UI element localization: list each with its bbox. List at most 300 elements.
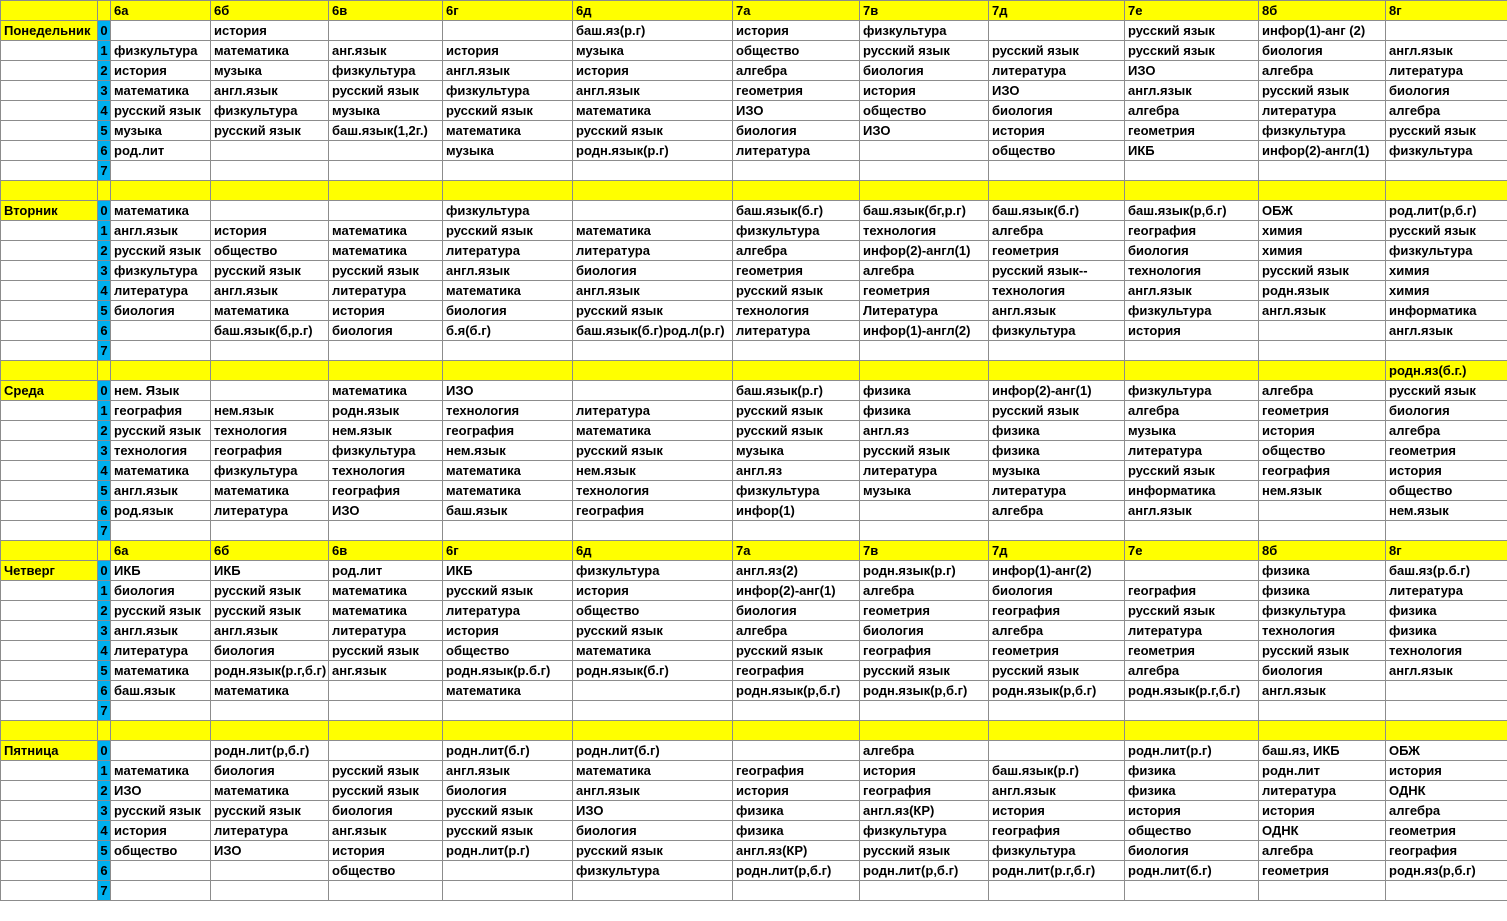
lesson-number[interactable]: 1 bbox=[98, 761, 111, 781]
lesson-cell[interactable] bbox=[443, 521, 573, 541]
lesson-number[interactable]: 0 bbox=[98, 561, 111, 581]
lesson-cell[interactable]: англ.язык bbox=[211, 281, 329, 301]
lesson-cell[interactable]: математика bbox=[573, 221, 733, 241]
lesson-cell[interactable] bbox=[989, 341, 1125, 361]
lesson-cell[interactable] bbox=[1259, 161, 1386, 181]
day-cell[interactable] bbox=[1, 41, 98, 61]
day-cell[interactable] bbox=[1, 321, 98, 341]
lesson-cell[interactable]: родн.лит(б.г) bbox=[443, 741, 573, 761]
lesson-cell[interactable]: геометрия bbox=[1386, 441, 1507, 461]
lesson-cell[interactable]: физкультура bbox=[860, 21, 989, 41]
lesson-cell[interactable]: род.язык bbox=[111, 501, 211, 521]
lesson-cell[interactable]: география bbox=[573, 501, 733, 521]
lesson-cell[interactable]: физика bbox=[1125, 761, 1259, 781]
lesson-cell[interactable]: нем.язык bbox=[329, 421, 443, 441]
lesson-cell[interactable]: баш.язык(1,2г.) bbox=[329, 121, 443, 141]
lesson-cell[interactable]: физика bbox=[733, 801, 860, 821]
lesson-cell[interactable] bbox=[111, 741, 211, 761]
lesson-cell[interactable]: биология bbox=[860, 621, 989, 641]
lesson-cell[interactable]: ИЗО bbox=[211, 841, 329, 861]
day-cell[interactable] bbox=[1, 841, 98, 861]
lesson-cell[interactable]: геометрия bbox=[1386, 821, 1507, 841]
day-cell[interactable] bbox=[1, 881, 98, 901]
lesson-cell[interactable]: инфор(2)-англ(1) bbox=[860, 241, 989, 261]
lesson-cell[interactable] bbox=[1125, 561, 1259, 581]
lesson-cell[interactable]: русский язык bbox=[733, 401, 860, 421]
lesson-cell[interactable]: география bbox=[443, 421, 573, 441]
lesson-cell[interactable]: литература bbox=[329, 281, 443, 301]
lesson-number[interactable]: 1 bbox=[98, 401, 111, 421]
day-cell[interactable] bbox=[1, 821, 98, 841]
lesson-number[interactable]: 2 bbox=[98, 61, 111, 81]
separator-cell[interactable] bbox=[1125, 181, 1259, 201]
class-header[interactable]: 6в bbox=[329, 1, 443, 21]
lesson-cell[interactable]: анг.язык bbox=[329, 41, 443, 61]
lesson-cell[interactable]: алгебра bbox=[989, 501, 1125, 521]
lesson-cell[interactable]: родн.язык(р.б.г) bbox=[443, 661, 573, 681]
lesson-cell[interactable]: геометрия bbox=[860, 601, 989, 621]
lesson-cell[interactable]: русский язык bbox=[329, 761, 443, 781]
lesson-cell[interactable]: ИЗО bbox=[1125, 61, 1259, 81]
day-cell[interactable] bbox=[1, 141, 98, 161]
class-header[interactable]: 8г bbox=[1386, 541, 1507, 561]
lesson-cell[interactable] bbox=[111, 161, 211, 181]
lesson-cell[interactable]: родн.язык bbox=[1259, 281, 1386, 301]
lesson-cell[interactable]: физкультура bbox=[1386, 141, 1507, 161]
lesson-cell[interactable]: физика bbox=[1386, 601, 1507, 621]
lesson-cell[interactable]: англ.язык bbox=[989, 781, 1125, 801]
separator-cell[interactable] bbox=[211, 721, 329, 741]
lesson-cell[interactable]: геометрия bbox=[989, 241, 1125, 261]
lesson-cell[interactable]: математика bbox=[443, 121, 573, 141]
lesson-cell[interactable]: алгебра bbox=[733, 61, 860, 81]
lesson-cell[interactable]: б.я(б.г) bbox=[443, 321, 573, 341]
lesson-cell[interactable]: родн.лит bbox=[1259, 761, 1386, 781]
lesson-cell[interactable]: физика bbox=[860, 381, 989, 401]
lesson-cell[interactable]: родн.язык(р,б.г) bbox=[989, 681, 1125, 701]
separator-cell[interactable] bbox=[1386, 181, 1507, 201]
lesson-cell[interactable] bbox=[860, 141, 989, 161]
lesson-cell[interactable]: общество bbox=[989, 141, 1125, 161]
lesson-cell[interactable]: англ.язык bbox=[211, 81, 329, 101]
lesson-cell[interactable]: ИЗО bbox=[989, 81, 1125, 101]
lesson-number[interactable]: 1 bbox=[98, 581, 111, 601]
lesson-cell[interactable]: биология bbox=[1386, 81, 1507, 101]
lesson-cell[interactable] bbox=[329, 741, 443, 761]
lesson-cell[interactable]: ИКБ bbox=[211, 561, 329, 581]
lesson-cell[interactable] bbox=[111, 861, 211, 881]
separator-cell[interactable] bbox=[1125, 361, 1259, 381]
lesson-cell[interactable]: русский язык bbox=[1386, 221, 1507, 241]
lesson-cell[interactable]: география bbox=[1125, 221, 1259, 241]
separator-cell[interactable] bbox=[1, 361, 98, 381]
lesson-cell[interactable]: география bbox=[733, 661, 860, 681]
lesson-number[interactable]: 5 bbox=[98, 301, 111, 321]
lesson-cell[interactable]: история bbox=[111, 821, 211, 841]
class-header[interactable]: 7д bbox=[989, 1, 1125, 21]
separator-cell[interactable] bbox=[1259, 361, 1386, 381]
lesson-cell[interactable]: русский язык-- bbox=[989, 261, 1125, 281]
lesson-cell[interactable] bbox=[860, 881, 989, 901]
lesson-cell[interactable]: технология bbox=[1259, 621, 1386, 641]
lesson-number[interactable]: 7 bbox=[98, 161, 111, 181]
lesson-cell[interactable]: анг.язык bbox=[329, 821, 443, 841]
lesson-cell[interactable]: геометрия bbox=[1125, 121, 1259, 141]
lesson-number[interactable]: 5 bbox=[98, 841, 111, 861]
lesson-cell[interactable]: родн.язык(р,б.г) bbox=[733, 681, 860, 701]
lesson-cell[interactable]: русский язык bbox=[860, 441, 989, 461]
lesson-cell[interactable] bbox=[111, 521, 211, 541]
day-cell[interactable] bbox=[1, 61, 98, 81]
day-cell[interactable] bbox=[1, 261, 98, 281]
lesson-cell[interactable] bbox=[1125, 881, 1259, 901]
lesson-cell[interactable] bbox=[211, 201, 329, 221]
lesson-cell[interactable]: инфор(2)-анг(1) bbox=[733, 581, 860, 601]
lesson-cell[interactable]: биология bbox=[989, 101, 1125, 121]
day-cell[interactable] bbox=[1, 641, 98, 661]
day-cell[interactable] bbox=[1, 81, 98, 101]
lesson-cell[interactable] bbox=[1125, 341, 1259, 361]
lesson-cell[interactable] bbox=[1386, 681, 1507, 701]
lesson-cell[interactable] bbox=[111, 701, 211, 721]
lesson-cell[interactable] bbox=[1259, 521, 1386, 541]
lesson-cell[interactable]: геометрия bbox=[733, 261, 860, 281]
lesson-cell[interactable]: география bbox=[733, 761, 860, 781]
lesson-cell[interactable] bbox=[573, 341, 733, 361]
lesson-cell[interactable]: биология bbox=[1386, 401, 1507, 421]
lesson-cell[interactable] bbox=[1125, 161, 1259, 181]
class-header[interactable]: 6в bbox=[329, 541, 443, 561]
lesson-cell[interactable]: англ.яз(2) bbox=[733, 561, 860, 581]
lesson-cell[interactable]: история bbox=[989, 801, 1125, 821]
lesson-cell[interactable]: физика bbox=[1259, 581, 1386, 601]
lesson-cell[interactable]: баш.язык bbox=[111, 681, 211, 701]
lesson-cell[interactable] bbox=[573, 701, 733, 721]
lesson-cell[interactable] bbox=[573, 381, 733, 401]
lesson-cell[interactable]: русский язык bbox=[733, 281, 860, 301]
lesson-cell[interactable]: русский язык bbox=[1386, 121, 1507, 141]
lesson-cell[interactable]: алгебра bbox=[860, 581, 989, 601]
lesson-cell[interactable]: математика bbox=[111, 201, 211, 221]
lesson-number[interactable]: 4 bbox=[98, 641, 111, 661]
separator-cell[interactable] bbox=[1125, 721, 1259, 741]
lesson-number[interactable]: 2 bbox=[98, 421, 111, 441]
lesson-cell[interactable]: ОДНК bbox=[1386, 781, 1507, 801]
lesson-cell[interactable]: химия bbox=[1386, 281, 1507, 301]
lesson-cell[interactable]: родн.язык bbox=[329, 401, 443, 421]
lesson-cell[interactable] bbox=[989, 521, 1125, 541]
lesson-cell[interactable]: математика bbox=[111, 661, 211, 681]
lesson-cell[interactable] bbox=[1386, 701, 1507, 721]
lesson-cell[interactable]: литература bbox=[211, 821, 329, 841]
lesson-cell[interactable]: география bbox=[1125, 581, 1259, 601]
lesson-cell[interactable]: общество bbox=[860, 101, 989, 121]
day-cell[interactable] bbox=[1, 161, 98, 181]
lesson-cell[interactable]: история bbox=[860, 81, 989, 101]
lesson-cell[interactable]: баш.яз, ИКБ bbox=[1259, 741, 1386, 761]
lesson-cell[interactable] bbox=[1386, 521, 1507, 541]
lesson-cell[interactable]: литература bbox=[443, 241, 573, 261]
lesson-cell[interactable]: география bbox=[1259, 461, 1386, 481]
lesson-cell[interactable]: биология bbox=[1259, 661, 1386, 681]
lesson-cell[interactable]: литература bbox=[1386, 61, 1507, 81]
lesson-cell[interactable]: родн.яз(р,б.г) bbox=[1386, 861, 1507, 881]
lesson-cell[interactable]: история bbox=[211, 221, 329, 241]
lesson-cell[interactable]: история bbox=[1259, 801, 1386, 821]
lesson-cell[interactable]: ОБЖ bbox=[1386, 741, 1507, 761]
lesson-number[interactable]: 4 bbox=[98, 101, 111, 121]
lesson-cell[interactable]: англ.язык bbox=[1125, 281, 1259, 301]
lesson-cell[interactable] bbox=[860, 521, 989, 541]
lesson-cell[interactable]: русский язык bbox=[989, 401, 1125, 421]
lesson-cell[interactable]: биология bbox=[1125, 241, 1259, 261]
lesson-cell[interactable]: англ.язык bbox=[443, 761, 573, 781]
class-header[interactable]: 8г bbox=[1386, 1, 1507, 21]
lesson-cell[interactable]: русский язык bbox=[111, 601, 211, 621]
lesson-cell[interactable]: литература bbox=[573, 241, 733, 261]
lesson-cell[interactable]: технология bbox=[860, 221, 989, 241]
separator-cell[interactable] bbox=[443, 361, 573, 381]
lesson-cell[interactable]: англ.яз bbox=[860, 421, 989, 441]
day-cell[interactable] bbox=[1, 281, 98, 301]
lesson-cell[interactable]: география bbox=[989, 821, 1125, 841]
lesson-cell[interactable]: русский язык bbox=[733, 421, 860, 441]
separator-cell[interactable] bbox=[98, 361, 111, 381]
lesson-cell[interactable]: физкультура bbox=[989, 321, 1125, 341]
lesson-cell[interactable] bbox=[443, 341, 573, 361]
lesson-cell[interactable]: англ.язык bbox=[1259, 681, 1386, 701]
lesson-cell[interactable]: литература bbox=[1259, 781, 1386, 801]
lesson-number[interactable]: 0 bbox=[98, 21, 111, 41]
lesson-cell[interactable]: англ.язык bbox=[573, 81, 733, 101]
lesson-cell[interactable] bbox=[211, 701, 329, 721]
lesson-cell[interactable]: математика bbox=[211, 41, 329, 61]
lesson-cell[interactable] bbox=[211, 341, 329, 361]
separator-cell[interactable] bbox=[1259, 721, 1386, 741]
lesson-cell[interactable]: русский язык bbox=[443, 101, 573, 121]
day-cell[interactable] bbox=[1, 401, 98, 421]
lesson-cell[interactable]: русский язык bbox=[989, 41, 1125, 61]
lesson-cell[interactable]: геометрия bbox=[733, 81, 860, 101]
lesson-cell[interactable]: физика bbox=[989, 421, 1125, 441]
lesson-cell[interactable]: физика bbox=[1259, 561, 1386, 581]
lesson-cell[interactable]: физкультура bbox=[211, 101, 329, 121]
lesson-cell[interactable]: информатика bbox=[1125, 481, 1259, 501]
lesson-cell[interactable] bbox=[211, 881, 329, 901]
day-cell[interactable] bbox=[1, 121, 98, 141]
separator-cell[interactable] bbox=[860, 721, 989, 741]
lesson-cell[interactable]: география bbox=[989, 601, 1125, 621]
lesson-cell[interactable]: геометрия bbox=[989, 641, 1125, 661]
lesson-cell[interactable]: физкультура bbox=[573, 561, 733, 581]
lesson-cell[interactable] bbox=[860, 341, 989, 361]
lesson-cell[interactable] bbox=[1125, 521, 1259, 541]
lesson-cell[interactable]: литература bbox=[1386, 581, 1507, 601]
lesson-cell[interactable] bbox=[1259, 501, 1386, 521]
class-header[interactable]: 6б bbox=[211, 541, 329, 561]
lesson-cell[interactable]: химия bbox=[1259, 221, 1386, 241]
lesson-cell[interactable]: баш.язык(р,б.г) bbox=[1125, 201, 1259, 221]
lesson-cell[interactable] bbox=[573, 681, 733, 701]
lesson-cell[interactable]: история bbox=[573, 61, 733, 81]
separator-cell[interactable]: родн.яз(б.г.) bbox=[1386, 361, 1507, 381]
lesson-cell[interactable]: музыка bbox=[1125, 421, 1259, 441]
lesson-cell[interactable]: баш.язык(р.г) bbox=[989, 761, 1125, 781]
lesson-cell[interactable]: биология bbox=[1125, 841, 1259, 861]
separator-cell[interactable] bbox=[329, 721, 443, 741]
lesson-cell[interactable]: родн.лит(р.г) bbox=[443, 841, 573, 861]
lesson-cell[interactable] bbox=[443, 881, 573, 901]
lesson-cell[interactable]: биология bbox=[329, 801, 443, 821]
lesson-cell[interactable]: русский язык bbox=[573, 621, 733, 641]
lesson-number[interactable]: 2 bbox=[98, 601, 111, 621]
lesson-cell[interactable]: информатика bbox=[1386, 301, 1507, 321]
lesson-cell[interactable]: технология bbox=[989, 281, 1125, 301]
lesson-cell[interactable]: биология bbox=[443, 781, 573, 801]
lesson-cell[interactable] bbox=[989, 881, 1125, 901]
lesson-cell[interactable]: химия bbox=[1386, 261, 1507, 281]
class-header[interactable]: 6д bbox=[573, 541, 733, 561]
lesson-cell[interactable]: математика bbox=[211, 781, 329, 801]
lesson-cell[interactable]: ИЗО bbox=[329, 501, 443, 521]
lesson-cell[interactable]: нем. Язык bbox=[111, 381, 211, 401]
day-cell[interactable] bbox=[1, 421, 98, 441]
lesson-cell[interactable]: математика bbox=[111, 81, 211, 101]
lesson-cell[interactable] bbox=[733, 341, 860, 361]
lesson-cell[interactable] bbox=[1125, 701, 1259, 721]
lesson-cell[interactable]: алгебра bbox=[1259, 841, 1386, 861]
lesson-cell[interactable]: история bbox=[1125, 321, 1259, 341]
lesson-cell[interactable]: биология bbox=[573, 261, 733, 281]
separator-cell[interactable] bbox=[860, 361, 989, 381]
lesson-cell[interactable]: биология bbox=[733, 601, 860, 621]
day-cell[interactable] bbox=[1, 461, 98, 481]
lesson-cell[interactable]: физкультура bbox=[329, 441, 443, 461]
lesson-cell[interactable]: русский язык bbox=[211, 581, 329, 601]
lesson-cell[interactable]: математика bbox=[329, 601, 443, 621]
separator-cell[interactable] bbox=[573, 181, 733, 201]
lesson-cell[interactable]: русский язык bbox=[211, 121, 329, 141]
lesson-cell[interactable] bbox=[211, 161, 329, 181]
lesson-cell[interactable] bbox=[860, 161, 989, 181]
lesson-cell[interactable]: ИЗО bbox=[733, 101, 860, 121]
lesson-cell[interactable]: русский язык bbox=[443, 581, 573, 601]
lesson-cell[interactable]: русский язык bbox=[733, 641, 860, 661]
lesson-cell[interactable]: родн.язык(р,б.г) bbox=[860, 681, 989, 701]
day-cell[interactable] bbox=[1, 801, 98, 821]
lesson-cell[interactable]: математика bbox=[211, 681, 329, 701]
lesson-number[interactable]: 2 bbox=[98, 781, 111, 801]
lesson-cell[interactable] bbox=[860, 701, 989, 721]
lesson-number[interactable]: 0 bbox=[98, 741, 111, 761]
lesson-cell[interactable]: родн.лит(р,б.г) bbox=[733, 861, 860, 881]
day-cell[interactable] bbox=[1, 241, 98, 261]
lesson-number[interactable]: 3 bbox=[98, 261, 111, 281]
lesson-cell[interactable]: история bbox=[573, 581, 733, 601]
lesson-cell[interactable] bbox=[573, 161, 733, 181]
lesson-cell[interactable]: технология bbox=[1125, 261, 1259, 281]
lesson-cell[interactable] bbox=[733, 521, 860, 541]
lesson-cell[interactable]: инфор(1)-анг(2) bbox=[989, 561, 1125, 581]
lesson-cell[interactable]: русский язык bbox=[329, 81, 443, 101]
lesson-cell[interactable]: технология bbox=[329, 461, 443, 481]
lesson-cell[interactable]: англ.яз(КР) bbox=[860, 801, 989, 821]
lesson-cell[interactable]: англ.язык bbox=[1125, 501, 1259, 521]
lesson-cell[interactable]: технология bbox=[443, 401, 573, 421]
lesson-number[interactable]: 3 bbox=[98, 81, 111, 101]
class-header[interactable]: 7а bbox=[733, 541, 860, 561]
lesson-cell[interactable]: русский язык bbox=[329, 641, 443, 661]
lesson-cell[interactable] bbox=[443, 21, 573, 41]
lesson-cell[interactable]: математика bbox=[573, 641, 733, 661]
lesson-cell[interactable] bbox=[111, 341, 211, 361]
lesson-cell[interactable]: математика bbox=[329, 221, 443, 241]
lesson-cell[interactable]: история bbox=[860, 761, 989, 781]
lesson-cell[interactable]: математика bbox=[329, 241, 443, 261]
lesson-cell[interactable] bbox=[111, 881, 211, 901]
lesson-cell[interactable]: биология bbox=[989, 581, 1125, 601]
lesson-cell[interactable]: англ.язык bbox=[1386, 41, 1507, 61]
lesson-cell[interactable]: ИЗО bbox=[443, 381, 573, 401]
lesson-cell[interactable]: русский язык bbox=[329, 781, 443, 801]
separator-cell[interactable] bbox=[443, 721, 573, 741]
separator-cell[interactable] bbox=[1386, 721, 1507, 741]
lesson-cell[interactable]: баш.язык(бг,р.г) bbox=[860, 201, 989, 221]
lesson-cell[interactable]: физкультура bbox=[1259, 601, 1386, 621]
lesson-cell[interactable]: математика bbox=[443, 681, 573, 701]
lesson-cell[interactable]: англ.язык bbox=[1259, 301, 1386, 321]
lesson-cell[interactable]: нем.язык bbox=[573, 461, 733, 481]
separator-cell[interactable] bbox=[1, 721, 98, 741]
lesson-cell[interactable]: русский язык bbox=[989, 661, 1125, 681]
lesson-cell[interactable]: музыка bbox=[329, 101, 443, 121]
lesson-cell[interactable]: геометрия bbox=[1125, 641, 1259, 661]
lesson-cell[interactable]: физкультура bbox=[443, 201, 573, 221]
lesson-cell[interactable]: баш.яз(р.б.г) bbox=[1386, 561, 1507, 581]
lesson-cell[interactable]: общество bbox=[329, 861, 443, 881]
lesson-cell[interactable]: физкультура bbox=[111, 261, 211, 281]
lesson-cell[interactable]: алгебра bbox=[1125, 101, 1259, 121]
lesson-cell[interactable]: алгебра bbox=[733, 621, 860, 641]
lesson-cell[interactable]: русский язык bbox=[443, 821, 573, 841]
lesson-cell[interactable]: нем.язык bbox=[443, 441, 573, 461]
lesson-cell[interactable] bbox=[1386, 881, 1507, 901]
lesson-cell[interactable]: англ.язык bbox=[1386, 321, 1507, 341]
lesson-cell[interactable]: биология bbox=[733, 121, 860, 141]
day-name[interactable]: Пятница bbox=[1, 741, 98, 761]
day-cell[interactable] bbox=[1, 221, 98, 241]
lesson-cell[interactable]: русский язык bbox=[211, 261, 329, 281]
lesson-cell[interactable]: общество bbox=[733, 41, 860, 61]
lesson-cell[interactable]: литература bbox=[329, 621, 443, 641]
separator-cell[interactable] bbox=[989, 181, 1125, 201]
lesson-cell[interactable]: русский язык bbox=[111, 101, 211, 121]
separator-cell[interactable] bbox=[573, 361, 733, 381]
lesson-cell[interactable]: англ.яз bbox=[733, 461, 860, 481]
lesson-cell[interactable] bbox=[573, 521, 733, 541]
separator-cell[interactable] bbox=[733, 361, 860, 381]
corner-cell[interactable] bbox=[1, 1, 98, 21]
lesson-cell[interactable] bbox=[329, 681, 443, 701]
lesson-cell[interactable]: история bbox=[1259, 421, 1386, 441]
lesson-cell[interactable] bbox=[329, 521, 443, 541]
lesson-cell[interactable] bbox=[443, 701, 573, 721]
lesson-cell[interactable]: родн.язык(б.г) bbox=[573, 661, 733, 681]
class-header[interactable]: 6а bbox=[111, 541, 211, 561]
lesson-cell[interactable]: русский язык bbox=[443, 801, 573, 821]
lesson-number[interactable]: 3 bbox=[98, 441, 111, 461]
lesson-cell[interactable]: англ.язык bbox=[211, 621, 329, 641]
